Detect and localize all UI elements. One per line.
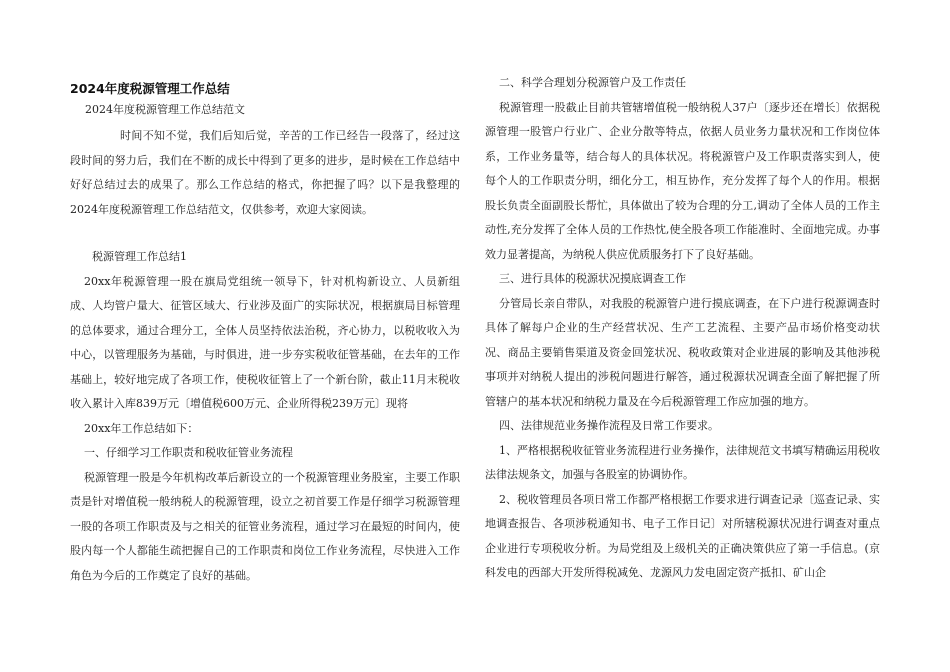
intro-block [70,124,460,222]
paragraph-1: 20xx年税源管理一股在旗局党组统一领导下，针对机构新设立、人员新组成、人均管户量大、征管区域大、行业涉及面广的实际状况，根据旗局目标管理的总体要求，通过合理分工，全体人员坚持依法治税，齐心协力，以税收收入为中心，以管理服务为基础，与时俱进，进一步夯实税收征管基础，在去年的工作基础上，较好地完成了各项工作，使税收征管上了一个新台阶，截止11月末税收收入累计入库839万元〔增值税600万元、企业所得税239万元〕现将 [70,274,460,410]
document-title: 2024年度税源管理工作总结 [70,81,230,96]
heading-3: 三、进行具体的税源状况摸底调查工作 [499,272,686,285]
left-column-body [70,245,460,588]
paragraph-5: 1、严格根据税收征管业务流程进行业务操作，法律规范文书填写精确运用税收法律法规条文，加强与各股室的协调协作。 [485,443,880,481]
paragraph-6: 2、税收管理员各项日常工作都严格根据工作要求进行调查记录〔巡查记录、实地调查报告、各项涉税通知书、电子工作日记〕对所辖税源状况进行调查对重点企业进行专项税收分析。为局党组及上级机关的正确决策供应了第一手信息。(京科发电的西部大开发所得税减免、龙源风力发电固定资产抵扣、矿山企 [485,492,880,579]
document-subtitle: 2024年度税源管理工作总结范文 [85,103,245,116]
paragraph-1-tail: 20xx年工作总结如下： [84,421,199,435]
paragraph-4: 分管局长亲自带队，对我股的税源管户进行摸底调查，在下户进行税源调查时具体了解每户企业的生产经营状况、生产工艺流程、主要产品市场价格变动状况、商品主要销售渠道及资金回笼状况、税收政策对企业进展的影响及其他涉税事项并对纳税人提出的涉税问题进行解答，通过税源状况调查全面了解把握了所管辖户的基本状况和纳税力量及在今后税源管理工作应加强的地方。 [485,296,880,408]
paragraph-3: 税源管理一股截止目前共管辖增值税一般纳税人37户〔逐步还在增长〕依据税源管理一股管户行业广、企业分散等特点，依据人员业务力量状况和工作岗位体系，工作业务量等，结合每人的具体状况。将税源管户及工作职责落实到人，使每个人的工作职责分明，细化分工，相互协作，充分发挥了每个人的作用。根据股长负责全面副股长帮忙，具体做出了较为合理的分工,调动了全体人员的工作主动性,充分发挥了全体人员的工作热忱,使全股各项工作能准时、全面地完成。办事效力显著提高，为纳税人供应优质服务打下了良好基础。 [485,100,880,261]
intro-paragraph: 时间不知不觉，我们后知后觉，辛苦的工作已经告一段落了，经过这段时间的努力后，我们在不断的成长中得到了更多的进步，是时候在工作总结中好好总结过去的成果了。那么工作总结的格式，你把握了吗？以下是我整理的2024年度税源管理工作总结范文，仅供参考，欢迎大家阅读。 [70,129,460,216]
section-title: 税源管理工作总结1 [92,250,187,263]
heading-1: 一、仔细学习工作职责和税收征管业务流程 [84,446,293,459]
right-column-body [485,71,880,586]
heading-2: 二、科学合理划分税源管户及工作责任 [499,76,686,89]
heading-4: 四、法律规范业务操作流程及日常工作要求。 [499,419,719,432]
paragraph-2: 税源管理一股是今年机构改革后新设立的一个税源管理业务股室，主要工作职责是针对增值税一般纳税人的税源管理，设立之初首要工作是仔细学习税源管理一股的各项工作职责及与之相关的征管业务流程，通过学习在最短的时间内，使股内每一个人都能生疏把握自己的工作职责和岗位工作业务流程，尽快进入工作角色为今后的工作奠定了良好的基础。 [70,470,460,582]
